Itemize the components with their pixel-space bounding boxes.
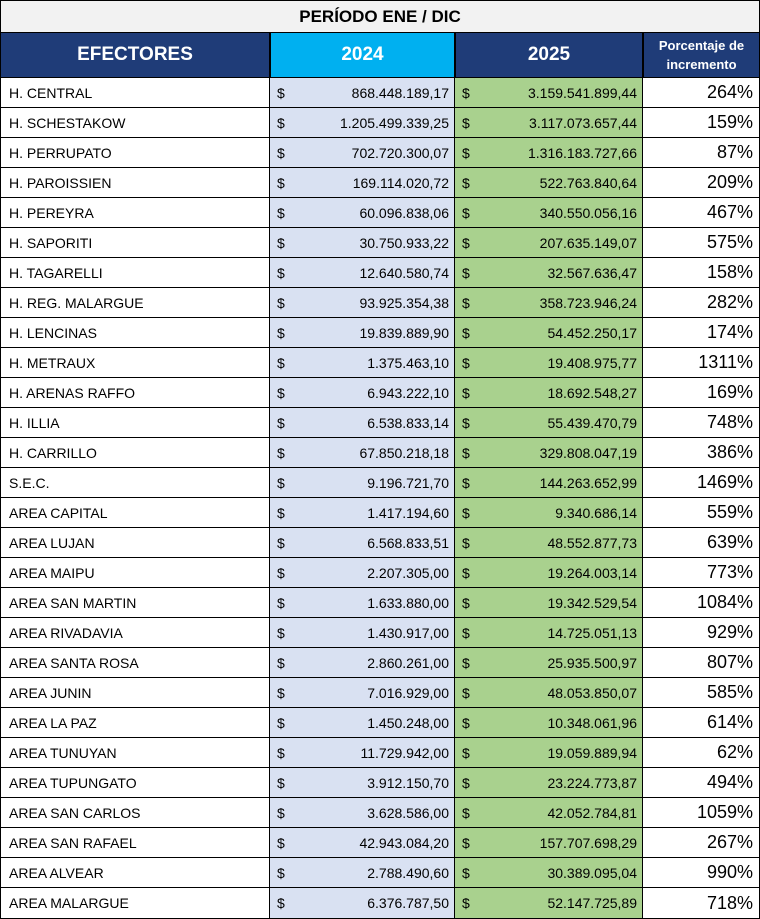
table-row xyxy=(0,618,760,648)
value-2025: 32.567.636,47 xyxy=(547,264,637,281)
currency-symbol: $ xyxy=(462,864,470,881)
table-row xyxy=(0,798,760,828)
value-2025: 54.452.250,17 xyxy=(547,324,637,341)
percentage-increase[interactable]: 559% xyxy=(643,498,760,528)
value-2025-cell[interactable] xyxy=(455,498,643,528)
value-2024: 9.196.721,70 xyxy=(367,474,449,491)
efector-name[interactable]: H. PEREYRA xyxy=(0,198,270,228)
period-title: PERÍODO ENE / DIC xyxy=(0,0,760,33)
value-2024-cell[interactable] xyxy=(270,798,455,828)
value-2025-cell[interactable] xyxy=(455,708,643,738)
currency-symbol: $ xyxy=(462,294,470,311)
value-2024: 2.860.261,00 xyxy=(367,654,449,671)
table-row xyxy=(0,678,760,708)
value-2024-cell[interactable] xyxy=(270,828,455,858)
table-row xyxy=(0,78,760,108)
header-2024: 2024 xyxy=(270,32,455,78)
percentage-increase[interactable]: 614% xyxy=(643,708,760,738)
table-row xyxy=(0,288,760,318)
value-2024-cell[interactable] xyxy=(270,258,455,288)
value-2024-cell[interactable] xyxy=(270,528,455,558)
table-row xyxy=(0,318,760,348)
value-2024: 60.096.838,06 xyxy=(359,204,449,221)
efector-name[interactable]: AREA SANTA ROSA xyxy=(0,648,270,678)
value-2024: 1.430.917,00 xyxy=(367,624,449,641)
value-2025: 42.052.784,81 xyxy=(547,804,637,821)
value-2025-cell[interactable] xyxy=(455,438,643,468)
value-2025: 10.348.061,96 xyxy=(547,714,637,731)
table-row xyxy=(0,168,760,198)
percentage-increase[interactable]: 718% xyxy=(643,888,760,919)
value-2024-cell[interactable] xyxy=(270,738,455,768)
value-2024: 1.205.499.339,25 xyxy=(340,114,449,131)
currency-symbol: $ xyxy=(277,804,285,821)
value-2025: 144.263.652,99 xyxy=(539,474,637,491)
value-2024: 42.943.084,20 xyxy=(359,834,449,851)
value-2024-cell[interactable] xyxy=(270,678,455,708)
value-2025-cell[interactable] xyxy=(455,468,643,498)
currency-symbol: $ xyxy=(277,834,285,851)
table-row xyxy=(0,468,760,498)
value-2024-cell[interactable] xyxy=(270,558,455,588)
table-row xyxy=(0,708,760,738)
value-2025-cell[interactable] xyxy=(455,108,643,138)
value-2025: 30.389.095,04 xyxy=(547,864,637,881)
table-row xyxy=(0,498,760,528)
efector-name[interactable]: H. CENTRAL xyxy=(0,78,270,108)
efector-name[interactable]: AREA MAIPU xyxy=(0,558,270,588)
efector-name[interactable]: H. SCHESTAKOW xyxy=(0,108,270,138)
value-2024-cell[interactable] xyxy=(270,498,455,528)
value-2025-cell[interactable] xyxy=(455,198,643,228)
currency-symbol: $ xyxy=(277,654,285,671)
efector-name[interactable]: AREA TUNUYAN xyxy=(0,738,270,768)
efector-name[interactable]: AREA MALARGUE xyxy=(0,888,270,919)
currency-symbol: $ xyxy=(462,594,470,611)
efector-name[interactable]: H. REG. MALARGUE xyxy=(0,288,270,318)
percentage-increase[interactable]: 639% xyxy=(643,528,760,558)
efector-name[interactable]: AREA LA PAZ xyxy=(0,708,270,738)
currency-symbol: $ xyxy=(277,895,285,911)
currency-symbol: $ xyxy=(462,444,470,461)
currency-symbol: $ xyxy=(277,384,285,401)
currency-symbol: $ xyxy=(462,144,470,161)
value-2025: 9.340.686,14 xyxy=(555,504,637,521)
percentage-increase[interactable]: 159% xyxy=(643,108,760,138)
currency-symbol: $ xyxy=(277,324,285,341)
currency-symbol: $ xyxy=(462,895,470,911)
value-2025: 3.117.073.657,44 xyxy=(529,114,637,131)
value-2025: 48.552.877,73 xyxy=(547,534,637,551)
value-2025: 3.159.541.899,44 xyxy=(528,84,637,101)
percentage-increase[interactable]: 929% xyxy=(643,618,760,648)
table-row xyxy=(0,258,760,288)
efector-name[interactable]: AREA RIVADAVIA xyxy=(0,618,270,648)
value-2025: 25.935.500,97 xyxy=(547,654,637,671)
currency-symbol: $ xyxy=(277,594,285,611)
currency-symbol: $ xyxy=(277,504,285,521)
value-2024: 1.417.194,60 xyxy=(367,504,449,521)
value-2024: 7.016.929,00 xyxy=(367,684,449,701)
percentage-increase[interactable]: 1084% xyxy=(643,588,760,618)
efector-name[interactable]: H. METRAUX xyxy=(0,348,270,378)
value-2024: 702.720.300,07 xyxy=(351,144,449,161)
percentage-increase[interactable]: 748% xyxy=(643,408,760,438)
value-2024-cell[interactable] xyxy=(270,468,455,498)
value-2025-cell[interactable] xyxy=(455,858,643,888)
currency-symbol: $ xyxy=(277,204,285,221)
value-2024: 19.839.889,90 xyxy=(359,324,449,341)
value-2025: 340.550.056,16 xyxy=(539,204,637,221)
currency-symbol: $ xyxy=(462,234,470,251)
header-efectores: EFECTORES xyxy=(0,32,270,78)
percentage-increase[interactable]: 264% xyxy=(643,78,760,108)
efector-name[interactable]: AREA TUPUNGATO xyxy=(0,768,270,798)
currency-symbol: $ xyxy=(462,204,470,221)
value-2024: 93.925.354,38 xyxy=(359,294,449,311)
header-percentage xyxy=(643,32,760,78)
value-2024-cell[interactable] xyxy=(270,378,455,408)
currency-symbol: $ xyxy=(462,744,470,761)
value-2024: 6.538.833,14 xyxy=(367,414,449,431)
value-2025: 358.723.946,24 xyxy=(539,294,637,311)
percentage-increase[interactable]: 773% xyxy=(643,558,760,588)
value-2025-cell[interactable] xyxy=(455,378,643,408)
percentage-increase[interactable]: 62% xyxy=(643,738,760,768)
table-row xyxy=(0,738,760,768)
value-2024-cell[interactable] xyxy=(270,708,455,738)
currency-symbol: $ xyxy=(462,114,470,131)
currency-symbol: $ xyxy=(462,774,470,791)
header-percentage-line1: Porcentaje de xyxy=(658,38,745,53)
efector-name[interactable]: H. LENCINAS xyxy=(0,318,270,348)
value-2025-cell[interactable] xyxy=(455,888,643,919)
table-row xyxy=(0,558,760,588)
value-2024: 3.628.586,00 xyxy=(367,804,449,821)
table-row xyxy=(0,138,760,168)
value-2024: 868.448.189,17 xyxy=(351,84,449,101)
value-2024-cell[interactable] xyxy=(270,438,455,468)
value-2024: 30.750.933,22 xyxy=(359,234,449,251)
currency-symbol: $ xyxy=(277,84,285,101)
currency-symbol: $ xyxy=(277,744,285,761)
percentage-increase[interactable]: 282% xyxy=(643,288,760,318)
percentage-increase[interactable]: 174% xyxy=(643,318,760,348)
currency-symbol: $ xyxy=(277,174,285,191)
table-body xyxy=(0,78,760,919)
table-row xyxy=(0,198,760,228)
percentage-increase[interactable]: 1311% xyxy=(643,348,760,378)
value-2024-cell[interactable] xyxy=(270,888,455,919)
table-row xyxy=(0,408,760,438)
table-row xyxy=(0,828,760,858)
percentage-increase[interactable]: 87% xyxy=(643,138,760,168)
value-2025-cell[interactable] xyxy=(455,138,643,168)
efector-name[interactable]: AREA LUJAN xyxy=(0,528,270,558)
efector-name[interactable]: AREA ALVEAR xyxy=(0,858,270,888)
currency-symbol: $ xyxy=(277,714,285,731)
currency-symbol: $ xyxy=(462,714,470,731)
currency-symbol: $ xyxy=(462,834,470,851)
value-2025-cell[interactable] xyxy=(455,768,643,798)
efector-name[interactable]: AREA SAN MARTIN xyxy=(0,588,270,618)
table-row xyxy=(0,648,760,678)
value-2025-cell[interactable] xyxy=(455,528,643,558)
efector-name[interactable]: AREA SAN RAFAEL xyxy=(0,828,270,858)
value-2025: 48.053.850,07 xyxy=(547,684,637,701)
table-row xyxy=(0,588,760,618)
value-2024-cell[interactable] xyxy=(270,228,455,258)
value-2024: 1.450.248,00 xyxy=(367,714,449,731)
value-2025-cell[interactable] xyxy=(455,798,643,828)
value-2025: 329.808.047,19 xyxy=(539,444,637,461)
value-2024-cell[interactable] xyxy=(270,648,455,678)
currency-symbol: $ xyxy=(462,354,470,371)
value-2024-cell[interactable] xyxy=(270,168,455,198)
value-2025: 522.763.840,64 xyxy=(539,174,637,191)
currency-symbol: $ xyxy=(277,564,285,581)
value-2025: 19.408.975,77 xyxy=(547,354,637,371)
value-2025-cell[interactable] xyxy=(455,288,643,318)
value-2025: 19.264.003,14 xyxy=(547,564,637,581)
currency-symbol: $ xyxy=(277,624,285,641)
header-row xyxy=(0,32,760,78)
efector-name[interactable]: H. SAPORITI xyxy=(0,228,270,258)
percentage-increase[interactable]: 467% xyxy=(643,198,760,228)
value-2025-cell[interactable] xyxy=(455,228,643,258)
header-percentage-line2: incremento xyxy=(666,57,737,72)
value-2024: 169.114.020,72 xyxy=(352,174,449,191)
value-2024-cell[interactable] xyxy=(270,768,455,798)
value-2024: 6.568.833,51 xyxy=(367,534,449,551)
percentage-increase[interactable]: 1059% xyxy=(643,798,760,828)
currency-symbol: $ xyxy=(462,474,470,491)
value-2024: 1.375.463,10 xyxy=(367,354,449,371)
currency-symbol: $ xyxy=(462,504,470,521)
value-2025-cell[interactable] xyxy=(455,258,643,288)
currency-symbol: $ xyxy=(462,804,470,821)
table-row xyxy=(0,528,760,558)
table-row xyxy=(0,438,760,468)
value-2024-cell[interactable] xyxy=(270,198,455,228)
table-row xyxy=(0,228,760,258)
value-2024: 6.376.787,50 xyxy=(367,895,449,911)
currency-symbol: $ xyxy=(277,474,285,491)
currency-symbol: $ xyxy=(462,324,470,341)
value-2025-cell[interactable] xyxy=(455,558,643,588)
currency-symbol: $ xyxy=(462,384,470,401)
value-2025-cell[interactable] xyxy=(455,678,643,708)
percentage-increase[interactable]: 807% xyxy=(643,648,760,678)
currency-symbol: $ xyxy=(277,534,285,551)
value-2025: 18.692.548,27 xyxy=(547,384,637,401)
table-row xyxy=(0,858,760,888)
value-2024-cell[interactable] xyxy=(270,408,455,438)
currency-symbol: $ xyxy=(462,684,470,701)
value-2024: 67.850.218,18 xyxy=(359,444,449,461)
efector-name[interactable]: AREA SAN CARLOS xyxy=(0,798,270,828)
currency-symbol: $ xyxy=(277,114,285,131)
value-2024: 6.943.222,10 xyxy=(367,384,449,401)
value-2025-cell[interactable] xyxy=(455,738,643,768)
currency-symbol: $ xyxy=(462,654,470,671)
efector-name[interactable]: H. PERRUPATO xyxy=(0,138,270,168)
currency-symbol: $ xyxy=(277,264,285,281)
value-2024-cell[interactable] xyxy=(270,588,455,618)
value-2024-cell[interactable] xyxy=(270,138,455,168)
value-2024: 11.729.942,00 xyxy=(360,744,449,761)
percentage-increase[interactable]: 575% xyxy=(643,228,760,258)
currency-symbol: $ xyxy=(277,294,285,311)
header-2025: 2025 xyxy=(455,32,643,78)
value-2025: 23.224.773,87 xyxy=(547,774,637,791)
currency-symbol: $ xyxy=(462,264,470,281)
currency-symbol: $ xyxy=(462,84,470,101)
currency-symbol: $ xyxy=(277,354,285,371)
value-2024-cell[interactable] xyxy=(270,858,455,888)
value-2025-cell[interactable] xyxy=(455,828,643,858)
value-2025-cell[interactable] xyxy=(455,648,643,678)
currency-symbol: $ xyxy=(462,534,470,551)
value-2025: 14.725.051,13 xyxy=(547,624,637,641)
currency-symbol: $ xyxy=(277,774,285,791)
value-2024: 3.912.150,70 xyxy=(367,774,449,791)
value-2025: 207.635.149,07 xyxy=(539,234,637,251)
value-2025-cell[interactable] xyxy=(455,168,643,198)
value-2025-cell[interactable] xyxy=(455,618,643,648)
value-2025-cell[interactable] xyxy=(455,348,643,378)
currency-symbol: $ xyxy=(277,444,285,461)
efector-name[interactable]: H. CARRILLO xyxy=(0,438,270,468)
value-2024: 2.207.305,00 xyxy=(367,564,449,581)
currency-symbol: $ xyxy=(462,624,470,641)
currency-symbol: $ xyxy=(462,564,470,581)
percentage-increase[interactable]: 169% xyxy=(643,378,760,408)
value-2025-cell[interactable] xyxy=(455,78,643,108)
value-2025: 19.342.529,54 xyxy=(547,594,637,611)
efector-name[interactable]: H. PAROISSIEN xyxy=(0,168,270,198)
percentage-increase[interactable]: 1469% xyxy=(643,468,760,498)
value-2024-cell[interactable] xyxy=(270,318,455,348)
table-row xyxy=(0,348,760,378)
value-2024-cell[interactable] xyxy=(270,108,455,138)
value-2024: 12.640.580,74 xyxy=(359,264,449,281)
value-2025-cell[interactable] xyxy=(455,318,643,348)
currency-symbol: $ xyxy=(277,864,285,881)
efector-name[interactable]: AREA CAPITAL xyxy=(0,498,270,528)
currency-symbol: $ xyxy=(462,414,470,431)
currency-symbol: $ xyxy=(462,174,470,191)
value-2025-cell[interactable] xyxy=(455,408,643,438)
value-2025: 1.316.183.727,66 xyxy=(528,144,637,161)
percentage-increase[interactable]: 209% xyxy=(643,168,760,198)
value-2024-cell[interactable] xyxy=(270,348,455,378)
currency-symbol: $ xyxy=(277,414,285,431)
percentage-increase[interactable]: 267% xyxy=(643,828,760,858)
table-row xyxy=(0,888,760,919)
percentage-increase[interactable]: 158% xyxy=(643,258,760,288)
table-row xyxy=(0,108,760,138)
table-row xyxy=(0,768,760,798)
efector-name[interactable]: H. ARENAS RAFFO xyxy=(0,378,270,408)
value-2025: 55.439.470,79 xyxy=(547,414,637,431)
currency-symbol: $ xyxy=(277,144,285,161)
value-2024: 2.788.490,60 xyxy=(367,864,449,881)
percentage-increase[interactable]: 494% xyxy=(643,768,760,798)
value-2024: 1.633.880,00 xyxy=(367,594,449,611)
percentage-increase[interactable]: 386% xyxy=(643,438,760,468)
value-2025: 19.059.889,94 xyxy=(547,744,637,761)
percentage-increase[interactable]: 585% xyxy=(643,678,760,708)
efector-name[interactable]: AREA JUNIN xyxy=(0,678,270,708)
value-2025: 157.707.698,29 xyxy=(539,834,637,851)
value-2024-cell[interactable] xyxy=(270,288,455,318)
value-2025: 52.147.725,89 xyxy=(547,895,637,911)
table-row xyxy=(0,378,760,408)
currency-symbol: $ xyxy=(277,684,285,701)
value-2025-cell[interactable] xyxy=(455,588,643,618)
value-2024-cell[interactable] xyxy=(270,618,455,648)
percentage-increase[interactable]: 990% xyxy=(643,858,760,888)
currency-symbol: $ xyxy=(277,234,285,251)
value-2024-cell[interactable] xyxy=(270,78,455,108)
efector-name[interactable]: H. TAGARELLI xyxy=(0,258,270,288)
efector-name[interactable]: S.E.C. xyxy=(0,468,270,498)
efector-name[interactable]: H. ILLIA xyxy=(0,408,270,438)
